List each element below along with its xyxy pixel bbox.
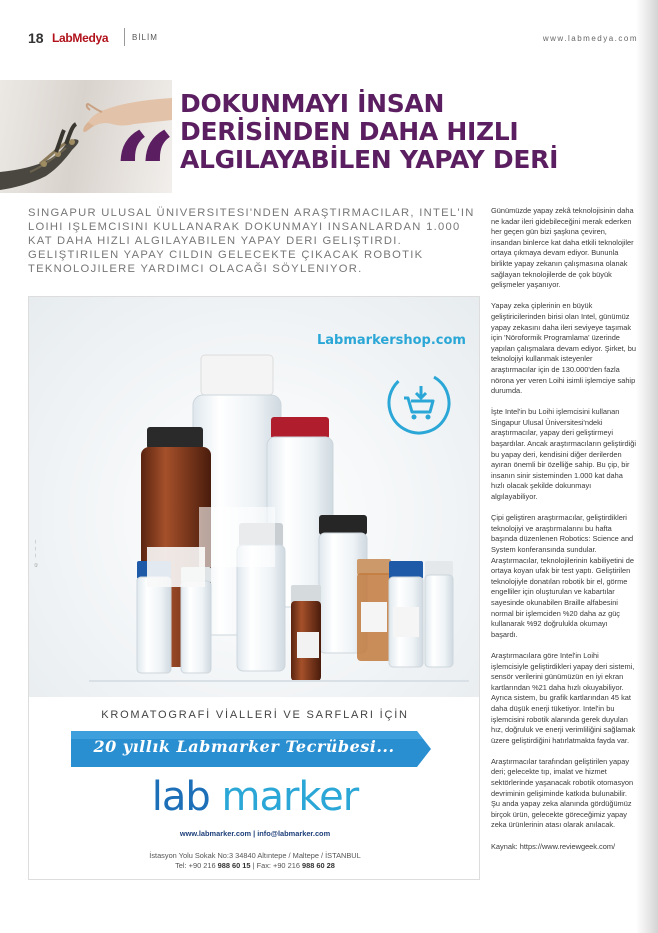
article-title — [180, 90, 600, 174]
page-header — [28, 28, 638, 48]
labmedya-logo: LabMedya — [52, 31, 109, 45]
body-paragraph: Yapay zeka çiplerinin en büyük geliştiricilerinden birisi olan Intel, günümüz yapay zekasını daha ileri seviyeye taşımak için 'Nöroformik Programlama' üzerinde yapılan çalışmalara devam ediyor. Şirket, bu teknolojiyi kullanmak isteyenler araştırmacılar için de 130.000'den fazla nörona yer veren Loihi isimli işlemciye sahip durumda. — [491, 301, 637, 396]
title-line: ALGILAYABİLEN YAPAY DERİ — [180, 145, 559, 174]
ad-address: İstasyon Yolu Sokak No:3 34840 Altıntepe / Maltepe / İSTANBUL — [149, 851, 361, 860]
title-line: DERİSİNDEN DAHA HIZLI — [180, 117, 519, 146]
ad-banner-text: 20 yıllık Labmarker Tecrübesi... — [93, 737, 395, 756]
article-body — [491, 206, 636, 863]
page-number: 18 — [28, 30, 44, 46]
tel-label: Tel: +90 216 — [175, 861, 216, 870]
website-url: www.labmedya.com — [542, 34, 638, 43]
image-credit: © ─ ─ ─ — [33, 539, 39, 567]
header-divider — [124, 28, 125, 46]
ad-address-block — [29, 851, 480, 871]
source-line: Kaynak: https://www.reviewgeek.com/ — [491, 841, 616, 851]
shop-url[interactable]: Labmarkershop.com — [317, 333, 466, 348]
robot-hand-image — [0, 124, 79, 190]
ad-tagline: KROMATOGRAFİ VİALLERİ VE SARFLARI İÇİN — [101, 709, 409, 721]
title-line: DOKUNMAYI İNSAN — [180, 89, 445, 118]
ad-phone-fax — [29, 861, 480, 871]
fax-label: Fax: +90 216 — [256, 861, 300, 870]
article-lead: SINGAPUR ULUSAL ÜNIVERSITESI'NDEN ARAŞTIRMACILAR, INTEL'IN LOIHI IŞLEMCISINI KULLANARAK DOKUNMAYI INSANLARDAN 1.000 KAT DAHA HIZLI ALGILAYABILEN YAPAY DERI GELIŞTIRDI. GELIŞTIRILEN YAPAY CILDIN GELECEKTE ÇIKACAK ROBOTIK TEKNOLOJILERE YARDIMCI OLACAĞI SÖYLENIYOR. — [28, 207, 475, 275]
fax-number: 988 60 28 — [302, 861, 335, 870]
separator: | — [252, 861, 257, 870]
body-paragraph: Çipi geliştiren araştırmacılar, geliştirdikleri teknolojiyi ve araştırmalarını bu hafta başında düzenlenen Robotics: Science and System konferansında sundular. Araştırmacılar, teknolojilerinin kabiliyetini de ortaya koyan ufak bir test yaptı. Geliştirilen teknolojiyle donatılan robotik bir el, görme engelliler için oluşturulan ve kabartılar sayesinde okunabilen Braille alfabesini normal bir işlemciden %20 daha az güç kullanarak %92 doğrulukla okumayı başardı. — [491, 513, 634, 639]
labmarker-advertisement — [28, 296, 480, 880]
labmarker-logo — [29, 775, 480, 819]
logo-part-marker: marker — [221, 774, 359, 820]
body-paragraph: Günümüzde yapay zekâ teknolojisinin daha ne kadar ileri gidebileceğini merak ederken her geçen gün bizi şaşkına çeviren, insandan binlerce kat daha etkili teknolojiler ortaya çıkmaya devam ediyor. Bununla birlikte yapay zekanın çalışmasına olanak sağlayan teknolojilerde de çok büyük gelişmeler yaşanıyor. — [491, 206, 634, 290]
body-paragraph: Araştırmacılar tarafından geliştirilen yapay deri; gelecekte tıp, imalat ve hizmet sektörlerinde yaşanacak robotik otomasyon devriminin gelişiminde katkıda bulunabilir. Şu anda yapay zeka alanında gördüğümüz birçok ürün, gelecekte göreceğimiz yapay zeka ürünlerinin atası olarak anılacak. — [491, 756, 634, 830]
page-spine-shadow — [636, 0, 658, 933]
ad-contact-links[interactable]: www.labmarker.com | info@labmarker.com — [179, 829, 331, 838]
tel-number: 988 60 15 — [217, 861, 251, 870]
vials-product-image — [89, 347, 469, 687]
body-paragraph: Araştırmacılara göre Intel'in Loihi işlemcisiyle geliştirdikleri yapay deri sistemi, sensör verilerini günümüzün en iyi ekran kartlarından %21 daha hızlı okuyabiliyor. Ayrıca sistem, bu grafik kartlarından 45 kat daha düşük enerji tüketiyor. Intel'in bu işlemcisini robotik alanında gerek duyulan hız, doğruluk ve enerji verimliliğini sağlamak üzere geliştirdiğini hatırlatmakta fayda var. — [491, 650, 636, 745]
body-paragraph: İşte Intel'in bu Loihi işlemcisini kullanan Singapur Ulusal Üniversitesi'ndeki araştırmacılar, yapay deri geliştirmeyi başardılar. Ancak araştırmacıların geliştirdiği bu yapay deri, kendisini diğer derilerden ayıran önemli bir özelliğe sahip. Bu çip, bir insanın sinir sisteminden 1.000 kat daha hızlı olacak şekilde dokunmayı algılayabiliyor. — [491, 407, 637, 502]
quote-mark: “ — [113, 108, 177, 237]
logo-part-lab: lab — [151, 774, 210, 820]
section-label: BİLİM — [132, 33, 158, 42]
